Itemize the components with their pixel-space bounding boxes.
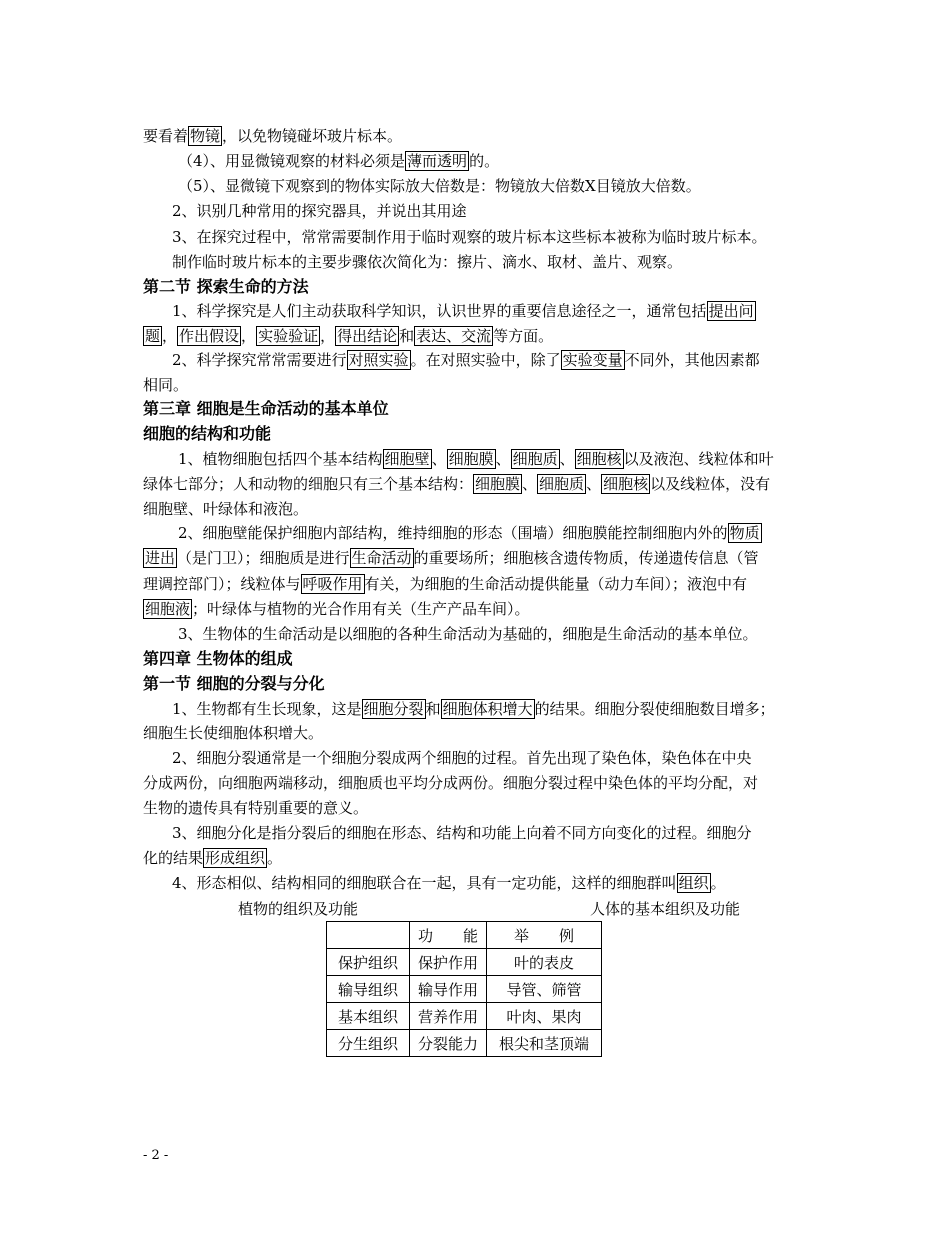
- text-run: 绿体七部分；人和动物的细胞只有三个基本结构：: [143, 475, 474, 493]
- table-cell: 基本组织: [327, 1003, 410, 1030]
- boxed-keyword: 生命活动: [351, 549, 412, 567]
- text-line: [143, 572, 747, 596]
- text-run: 理调控部门）；线粒体与: [143, 575, 301, 593]
- text-run: 2、科学探究常常需要进行: [172, 351, 347, 369]
- table-header-cell: 举 例: [487, 922, 602, 949]
- boxed-keyword: 对照实验: [348, 351, 409, 369]
- text-line: [143, 846, 282, 870]
- table-row: [327, 1003, 602, 1030]
- text-run: 以及液泡、线粒体和叶: [623, 450, 774, 468]
- boxed-keyword: 细胞体积增大: [442, 700, 533, 718]
- text-run: 1、生物都有生长现象，这是: [172, 700, 362, 718]
- text-run: 2、细胞分裂通常是一个细胞分裂成两个细胞的过程。首先出现了染色体，染色体在中央: [172, 749, 752, 767]
- tissue-table: [326, 921, 602, 1057]
- text-run: 3、在探究过程中，常常需要制作用于临时观察的玻片标本这些标本被称为临时玻片标本。: [172, 228, 767, 246]
- text-line: [178, 521, 762, 545]
- text-line: [143, 497, 308, 521]
- text-run: ，: [241, 327, 257, 345]
- text-run: ，以免物镜碰坏玻片标本。: [222, 127, 403, 145]
- text-run: 、: [522, 475, 538, 493]
- boxed-keyword: 提出问: [708, 302, 754, 320]
- text-run: 细胞的结构和功能: [143, 424, 272, 443]
- table-row: [327, 976, 602, 1003]
- text-run: （5）、显微镜下观察到的物体实际放大倍数是：物镜放大倍数X目镜放大倍数。: [178, 177, 701, 195]
- boxed-keyword: 细胞膜: [448, 450, 494, 468]
- page-number: - 2 -: [143, 1148, 169, 1163]
- boxed-keyword: 细胞质: [539, 475, 585, 493]
- caption-human-tissues: 人体的基本组织及功能: [590, 900, 741, 918]
- text-run: 制作临时玻片标本的主要步骤依次简化为：擦片、滴水、取材、盖片、观察。: [172, 253, 683, 271]
- table-cell: 输导组织: [327, 976, 410, 1003]
- text-run: 4、形态相似、结构相同的细胞联合在一起，具有一定功能，这样的细胞群叫: [172, 874, 677, 892]
- table-row: [327, 949, 602, 976]
- text-run: 、: [495, 450, 511, 468]
- text-run: 、: [431, 450, 447, 468]
- text-line: [172, 348, 760, 372]
- table-header-cell: [327, 922, 410, 949]
- text-line: [172, 299, 756, 323]
- caption-plant-tissues: 植物的组织及功能: [238, 900, 359, 918]
- text-line: [143, 373, 188, 397]
- section-heading: [143, 275, 309, 299]
- text-line: [143, 771, 758, 795]
- text-run: 第一节 细胞的分裂与分化: [143, 674, 325, 693]
- boxed-keyword: 薄而透明: [407, 152, 468, 170]
- section-heading: [143, 397, 389, 421]
- text-line: [143, 721, 323, 745]
- table-cell: 营养作用: [410, 1003, 487, 1030]
- text-line: [172, 250, 682, 274]
- text-run: 要看着: [143, 127, 189, 145]
- text-run: 第四章 生物体的组成: [143, 649, 293, 668]
- text-run: 3、生物体的生命活动是以细胞的各种生命活动为基础的，细胞是生命活动的基本单位。: [178, 625, 758, 643]
- table-header-row: [327, 922, 602, 949]
- section-heading: [143, 647, 293, 671]
- text-run: 的重要场所；细胞核含遗传物质，传递遗传信息（管: [413, 549, 759, 567]
- text-run: 有关，为细胞的生命活动提供能量（动力车间）；液泡中有: [364, 575, 748, 593]
- text-run: （是门卫）；细胞质是进行: [177, 549, 350, 567]
- table-cell: 叶的表皮: [487, 949, 602, 976]
- text-run: 的结果。细胞分裂使细胞数目增多；: [534, 700, 775, 718]
- text-run: 以及线粒体，没有: [650, 475, 771, 493]
- text-run: 相同。: [143, 376, 189, 394]
- text-run: 、: [559, 450, 575, 468]
- table-cell: 保护作用: [410, 949, 487, 976]
- boxed-keyword: 细胞膜: [475, 475, 521, 493]
- text-run: 2、细胞壁能保护细胞内部结构，维持细胞的形态（围墙）细胞膜能控制细胞内外的: [178, 524, 728, 542]
- text-run: 生物的遗传具有特别重要的意义。: [143, 799, 369, 817]
- text-run: 。在对照实验中，除了: [410, 351, 561, 369]
- text-run: 3、细胞分化是指分裂后的细胞在形态、结构和功能上向着不同方向变化的过程。细胞分: [172, 824, 752, 842]
- boxed-keyword: 细胞分裂: [363, 700, 424, 718]
- boxed-keyword: 细胞质: [512, 450, 558, 468]
- boxed-keyword: 细胞壁: [384, 450, 430, 468]
- text-line: [143, 597, 530, 621]
- text-run: 不同外，其他因素都: [624, 351, 760, 369]
- text-line: [172, 199, 467, 223]
- boxed-keyword: 实验验证: [258, 327, 319, 345]
- text-line: [143, 124, 402, 148]
- text-run: 和: [425, 700, 441, 718]
- text-run: ；叶绿体与植物的光合作用有关（生产产品车间）。: [192, 600, 530, 618]
- table-cell: 分裂能力: [410, 1030, 487, 1057]
- text-run: 第三章 细胞是生命活动的基本单位: [143, 399, 389, 418]
- table-cell: 导管、筛管: [487, 976, 602, 1003]
- text-run: 细胞壁、叶绿体和液泡。: [143, 500, 309, 518]
- text-line: [143, 546, 759, 570]
- table-cell: 输导作用: [410, 976, 487, 1003]
- text-line: [178, 149, 499, 173]
- section-heading: [143, 422, 271, 446]
- text-line: [178, 447, 774, 471]
- table-row: [327, 1030, 602, 1057]
- boxed-keyword: 物镜: [190, 127, 221, 145]
- text-line: [143, 324, 553, 348]
- text-run: 、: [586, 475, 602, 493]
- table-header-cell: 功 能: [410, 922, 487, 949]
- table-cell: 分生组织: [327, 1030, 410, 1057]
- text-run: 1、科学探究是人们主动获取科学知识，认识世界的重要信息途径之一，通常包括: [172, 302, 707, 320]
- boxed-keyword: 表达、交流: [416, 327, 492, 345]
- boxed-keyword: 呼吸作用: [302, 575, 363, 593]
- text-line: [172, 225, 767, 249]
- text-run: 和: [399, 327, 415, 345]
- text-line: [178, 622, 758, 646]
- text-run: 细胞生长使细胞体积增大。: [143, 724, 324, 742]
- boxed-keyword: 题: [145, 327, 161, 345]
- text-line: [172, 871, 726, 895]
- table-cell: 叶肉、果肉: [487, 1003, 602, 1030]
- text-run: 第二节 探索生命的方法: [143, 277, 309, 296]
- text-run: ，: [162, 327, 178, 345]
- text-run: 等方面。: [493, 327, 554, 345]
- section-heading: [143, 672, 325, 696]
- text-run: 。: [267, 849, 283, 867]
- text-line: [172, 697, 775, 721]
- boxed-keyword: 物质: [729, 524, 760, 542]
- table-cell: 根尖和茎顶端: [487, 1030, 602, 1057]
- boxed-keyword: 组织: [678, 874, 709, 892]
- text-run: ，: [320, 327, 336, 345]
- boxed-keyword: 得出结论: [337, 327, 398, 345]
- text-line: [178, 174, 701, 198]
- text-line: [172, 746, 752, 770]
- text-run: 。: [710, 874, 726, 892]
- text-run: 化的结果: [143, 849, 204, 867]
- boxed-keyword: 细胞液: [145, 600, 191, 618]
- text-line: [172, 821, 752, 845]
- boxed-keyword: 实验变量: [562, 351, 623, 369]
- text-run: 分成两份，向细胞两端移动，细胞质也平均分成两份。细胞分裂过程中染色体的平均分配，对: [143, 774, 759, 792]
- boxed-keyword: 进出: [145, 549, 176, 567]
- text-line: [143, 796, 368, 820]
- boxed-keyword: 细胞核: [576, 450, 622, 468]
- text-line: [143, 472, 770, 496]
- text-run: 1、植物细胞包括四个基本结构: [178, 450, 383, 468]
- text-run: 2、识别几种常用的探究器具，并说出其用途: [172, 202, 467, 220]
- boxed-keyword: 作出假设: [179, 327, 240, 345]
- boxed-keyword: 形成组织: [205, 849, 266, 867]
- text-run: （4）、用显微镜观察的材料必须是: [178, 152, 406, 170]
- table-cell: 保护组织: [327, 949, 410, 976]
- boxed-keyword: 细胞核: [603, 475, 649, 493]
- text-run: 的。: [469, 152, 500, 170]
